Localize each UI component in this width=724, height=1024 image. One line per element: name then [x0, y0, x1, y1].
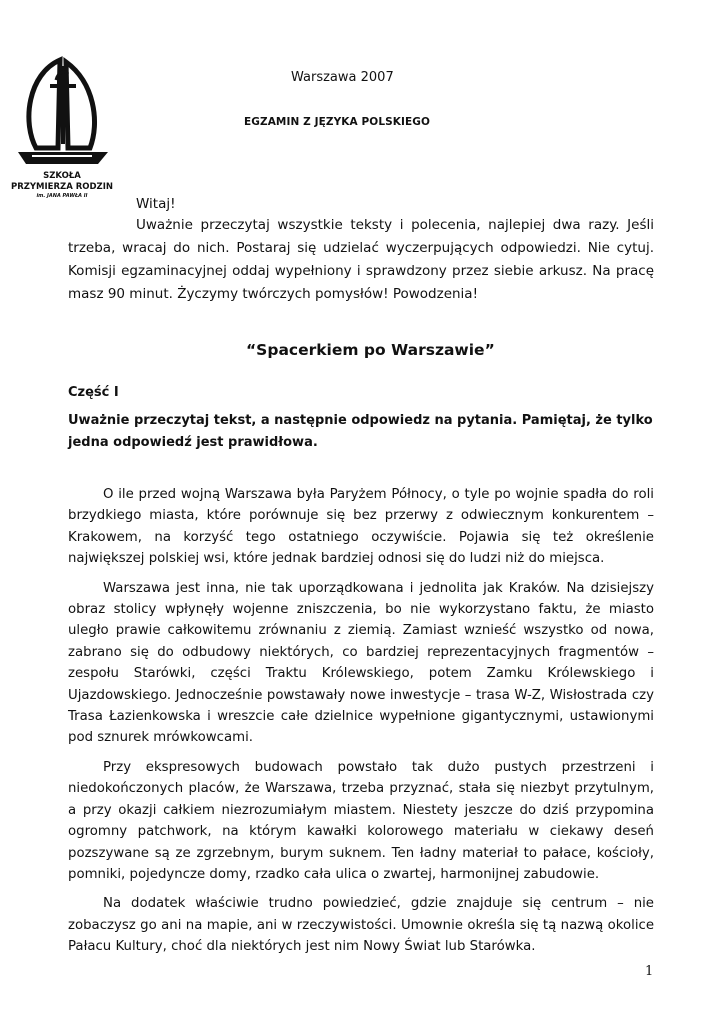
paragraph-3: Przy ekspresowych budowach powstało tak dużo pustych przestrzeni i niedokończonych placów, że Warszawa, trzeba przyznać, stała się niezbyt przytulnym, a przy okazji całkiem niezrozumiałym miastem. Niestety jeszcze do dziś przypomina ogromny patchwork, na którym kawałki kolorowego materiału w ciekawy deseń pozszywane są ze zgrzebnym, burym suknem. Ten ładny materiał to pałace, kościoły, pomniki, pojedyncze domy, rzadko cała ulica o zwartej, harmonijnej zabudowie. — [68, 759, 654, 882]
part-label: Część I — [68, 385, 119, 400]
intro-text: Uważnie przeczytaj wszystkie teksty i polecenia, najlepiej dwa razy. Jeśli trzeba, wracaj do nich. Postaraj się udzielać wyczerpujących odpowiedzi. Nie cytuj. Komisji egzaminacyjnej oddaj wypełniony i sprawdzony przez siebie arkusz. Na pracę masz 90 minut. Życzymy twórczych pomysłów! Powodzenia! — [68, 217, 654, 302]
text-title: “Spacerkiem po Warszawie” — [246, 341, 495, 359]
logo-name-line: PRZYMIERZA RODZIN — [10, 182, 114, 192]
exam-title: EGZAMIN Z JĘZYKA POLSKIEGO — [244, 116, 431, 128]
logo-school-line: SZKOŁA — [43, 171, 81, 181]
paragraph-1: O ile przed wojną Warszawa była Paryżem Północy, o tyle po wojnie spadła do roli brzydkiego miasta, które porównuje się bez przerwy z odwiecznym konkurentem – Krakowem, na korzyść tego ostatniego oczywiście. Pojawia się też określenie największej polskiej wsi, które jednak bardziej odnosi się do ludzi niż do miejsca. — [68, 487, 654, 567]
reading-text — [68, 484, 654, 966]
logo-patron-line: im. JANA PAWŁA II — [36, 193, 88, 199]
page-number: 1 — [645, 964, 654, 979]
city-year: Warszawa 2007 — [291, 70, 394, 85]
paragraph-4: Na dodatek właściwie trudno powiedzieć, gdzie znajduje się centrum – nie zobaczysz go ani na mapie, ani w rzeczywistości. Umownie określa się tą nazwą okolice Pałacu Kultury, choć dla niektórych jest nim Nowy Świat lub Starówka. — [68, 896, 654, 955]
sail-cross-emblem-icon — [8, 52, 116, 170]
greeting: Witaj! — [136, 196, 176, 212]
part-instruction: Uważnie przeczytaj tekst, a następnie odpowiedz na pytania. Pamiętaj, że tylko jedna odpowiedź jest prawidłowa. — [68, 413, 653, 450]
intro-paragraph — [68, 214, 654, 306]
paragraph-2: Warszawa jest inna, nie tak uporządkowana i jednolita jak Kraków. Na dzisiejszy obraz stolicy wpłynęły wojenne zniszczenia, bo nie wykorzystano faktu, że miasto uległo prawie całkowitemu zrównaniu z ziemią. Zamiast wznieść wszystko od nowa, zabrano się do odbudowy niektórych, co bardziej reprezentacyjnych fragmentów – zespołu Starówki, części Traktu Królewskiego, potem Zamku Królewskiego i Ujazdowskiego. Jednocześnie powstawały nowe inwestycje – trasa W-Z, Wisłostrada czy Trasa Łazienkowska i wreszcie całe dzielnice wypełnione gigantycznymi, ustawionymi pod sznurek mrówkowcami. — [68, 580, 654, 746]
school-logo — [8, 52, 116, 204]
